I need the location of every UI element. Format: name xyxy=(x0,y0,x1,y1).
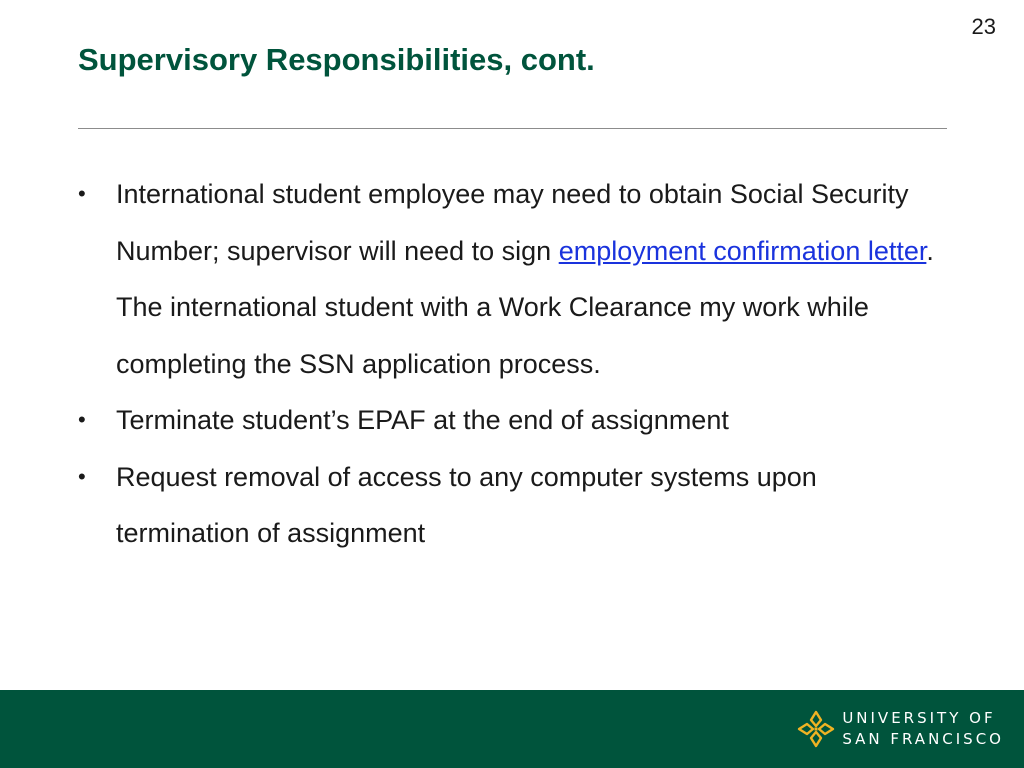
bullet-marker: • xyxy=(78,181,86,206)
bullet-text: Request removal of access to any computer systems upon termination of assignment xyxy=(116,461,817,548)
bullet-item-ssn xyxy=(78,166,948,392)
bullet-text: International student employee may need to obtain Social Security Number; supervisor will need to sign xyxy=(116,179,909,266)
bullet-marker: • xyxy=(78,463,86,489)
footer-bar xyxy=(0,690,1024,768)
bullet-text: . The international student with a Work Clearance my work while completing the SSN application process. xyxy=(116,235,934,379)
bullet-item-access-removal xyxy=(78,449,948,562)
logo-text-line-2: SAN FRANCISCO xyxy=(842,730,1004,748)
usf-cross-icon xyxy=(796,709,836,749)
usf-logo xyxy=(796,708,1004,750)
bullet-list xyxy=(78,166,948,562)
employment-confirmation-letter-link[interactable]: employment confirmation letter xyxy=(558,235,927,266)
bullet-text: Terminate student’s EPAF at the end of assignment xyxy=(116,405,729,435)
bullet-item-epaf xyxy=(78,392,948,449)
bullet-marker: • xyxy=(78,407,86,432)
slide-title: Supervisory Responsibilities, cont. xyxy=(78,42,595,77)
slide-number: 23 xyxy=(971,14,996,39)
logo-text-line-1: UNIVERSITY OF xyxy=(842,709,996,727)
title-divider xyxy=(78,128,947,129)
